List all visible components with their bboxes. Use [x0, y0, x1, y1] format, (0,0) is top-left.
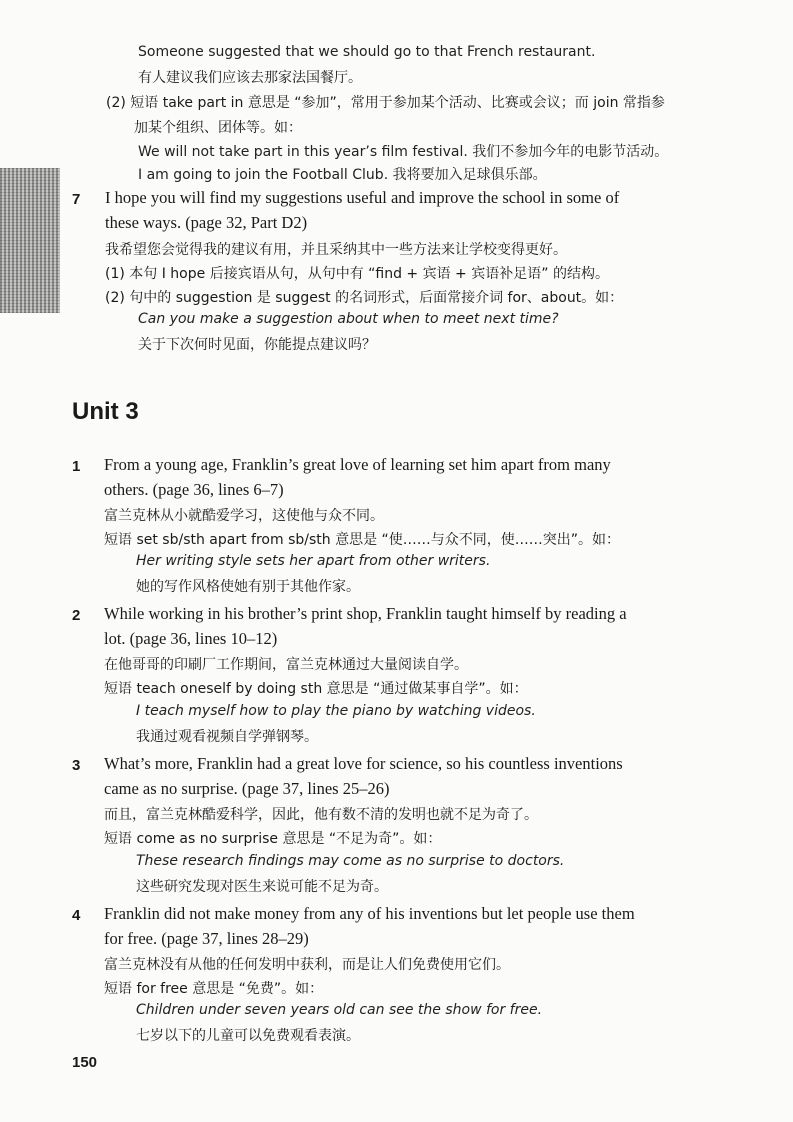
sentence-english: these ways. (page 32, Part D2) [105, 213, 308, 232]
note-line: 短语 teach oneself by doing sth 意思是 “通过做某事自学”。如： [104, 681, 528, 697]
example-chinese: 七岁以下的儿童可以免费观看表演。 [136, 1028, 360, 1044]
item-number: 7 [72, 191, 81, 208]
example-chinese: 这些研究发现对医生来说可能不足为奇。 [136, 879, 388, 895]
note-line: (2) 短语 take part in 意思是 “参加”，常用于参加某个活动、比赛或会议；而 join 常指参 [106, 95, 665, 111]
sentence-english: came as no surprise. (page 37, lines 25–26) [104, 779, 390, 798]
sentence-chinese: 在他哥哥的印刷厂工作期间，富兰克林通过大量阅读自学。 [104, 657, 468, 673]
note-line: 短语 for free 意思是 “免费”。如： [104, 981, 324, 997]
example-english: These research findings may come as no surprise to doctors. [136, 853, 565, 869]
sentence-chinese: 富兰克林没有从他的任何发明中获利，而是让人们免费使用它们。 [104, 957, 510, 973]
sentence-english: others. (page 36, lines 6–7) [104, 480, 284, 499]
example-english: Children under seven years old can see the show for free. [136, 1002, 543, 1018]
example-chinese: 有人建议我们应该去那家法国餐厅。 [138, 70, 362, 86]
note-line: 短语 come as no surprise 意思是 “不足为奇”。如： [104, 831, 442, 847]
sentence-english: for free. (page 37, lines 28–29) [104, 929, 309, 948]
item-number: 1 [72, 458, 81, 475]
note-line: 加某个组织、团体等。如： [134, 120, 302, 136]
example-chinese: 她的写作风格使她有别于其他作家。 [136, 579, 360, 595]
example-english: Her writing style sets her apart from other writers. [136, 553, 491, 569]
side-tab-marker [0, 168, 60, 313]
example-english: We will not take part in this year’s film festival. 我们不参加今年的电影节活动。 [138, 144, 669, 160]
example-english: I teach myself how to play the piano by watching videos. [136, 703, 536, 719]
note-line: (2) 句中的 suggestion 是 suggest 的名词形式，后面常接介词 for、about。如： [105, 290, 624, 306]
unit-heading: Unit 3 [72, 398, 139, 425]
page-number: 150 [72, 1054, 98, 1071]
example-chinese: 我通过观看视频自学弹钢琴。 [136, 729, 318, 745]
example-english: Can you make a suggestion about when to meet next time? [138, 311, 559, 327]
sentence-chinese: 富兰克林从小就酷爱学习，这使他与众不同。 [104, 508, 384, 524]
item-number: 4 [72, 907, 81, 924]
sentence-chinese: 而且，富兰克林酷爱科学，因此，他有数不清的发明也就不足为奇了。 [104, 807, 538, 823]
note-line: (1) 本句 I hope 后接宾语从句，从句中有 “find + 宾语 + 宾语补足语” 的结构。 [105, 266, 609, 282]
sentence-english: What’s more, Franklin had a great love for science, so his countless inventions [104, 754, 623, 773]
sentence-english: Franklin did not make money from any of his inventions but let people use them [104, 904, 635, 923]
sentence-english: From a young age, Franklin’s great love of learning set him apart from many [104, 455, 611, 474]
item-number: 2 [72, 607, 81, 624]
example-chinese: 关于下次何时见面，你能提点建议吗？ [138, 337, 376, 353]
sentence-english: I hope you will find my suggestions useful and improve the school in some of [105, 188, 620, 207]
sentence-english: While working in his brother’s print shop, Franklin taught himself by reading a [104, 604, 627, 623]
sentence-english: lot. (page 36, lines 10–12) [104, 629, 278, 648]
example-english: I am going to join the Football Club. 我将要加入足球俱乐部。 [138, 167, 547, 183]
sentence-chinese: 我希望您会觉得我的建议有用，并且采纳其中一些方法来让学校变得更好。 [105, 242, 567, 258]
example-english: Someone suggested that we should go to that French restaurant. [138, 44, 596, 60]
note-line: 短语 set sb/sth apart from sb/sth 意思是 “使……与众不同，使……突出”。如： [104, 532, 621, 548]
item-number: 3 [72, 757, 81, 774]
